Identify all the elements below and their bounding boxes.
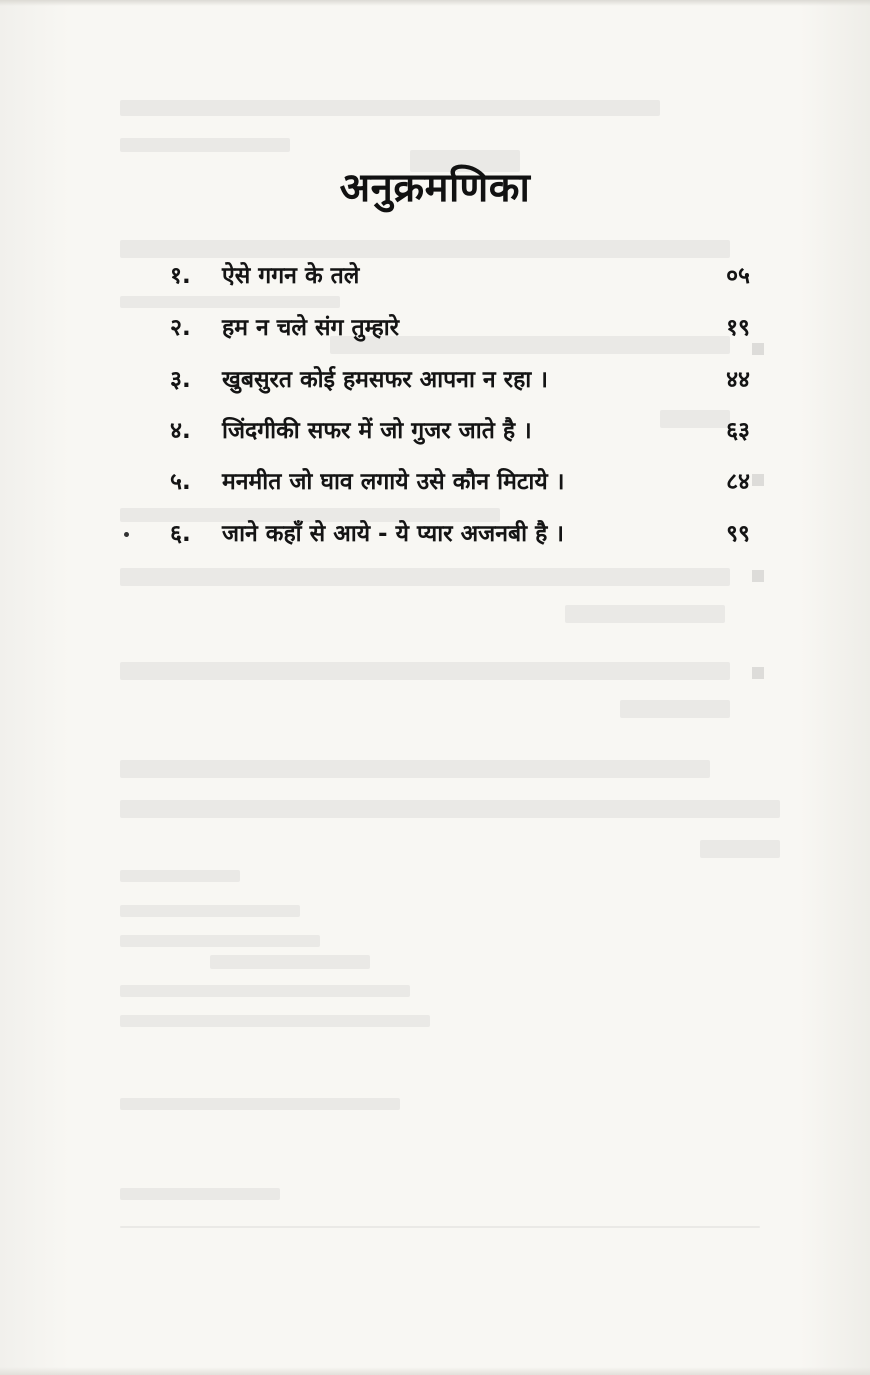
toc-entry-number: ४. [170, 418, 191, 444]
toc-entry-number: ३. [170, 367, 191, 393]
toc-entry-number: ६. [170, 521, 191, 547]
toc-entry-title: जिंदगीकी सफर में जो गुजर जाते है । [222, 418, 532, 444]
toc-entry-number: ५. [170, 469, 191, 495]
toc-entry-title: मनमीत जो घाव लगाये उसे कौन मिटाये । [222, 469, 565, 495]
toc-entry-number: २. [170, 315, 191, 341]
toc-entry-page: ९९ [726, 521, 750, 547]
toc-entry-number: १. [170, 263, 191, 289]
toc-entry-page: १९ [726, 315, 750, 341]
toc-entry [170, 409, 750, 453]
toc-entry [170, 512, 750, 556]
toc-entry-page: ६३ [726, 418, 750, 444]
toc-entry [170, 254, 750, 298]
toc-entry-title: हम न चले संग तुम्हारे [222, 315, 400, 341]
toc-entry [170, 460, 750, 504]
toc-entry [170, 358, 750, 402]
page-bottom-edge [0, 1367, 870, 1375]
toc-entry-title: जाने कहाँ से आये - ये प्यार अजनबी है । [222, 521, 565, 547]
toc-entry-title: खुबसुरत कोई हमसफर आपना न रहा । [222, 367, 548, 393]
toc-entry-page: ०५ [726, 263, 750, 289]
toc-entry-page: ४४ [726, 367, 750, 393]
toc-entry [170, 306, 750, 350]
toc-entry-page: ८४ [726, 469, 750, 495]
page-title: अनुक्रमणिका [339, 165, 531, 211]
stray-ink-dot [124, 532, 129, 537]
toc-entry-title: ऐसे गगन के तले [222, 263, 360, 289]
